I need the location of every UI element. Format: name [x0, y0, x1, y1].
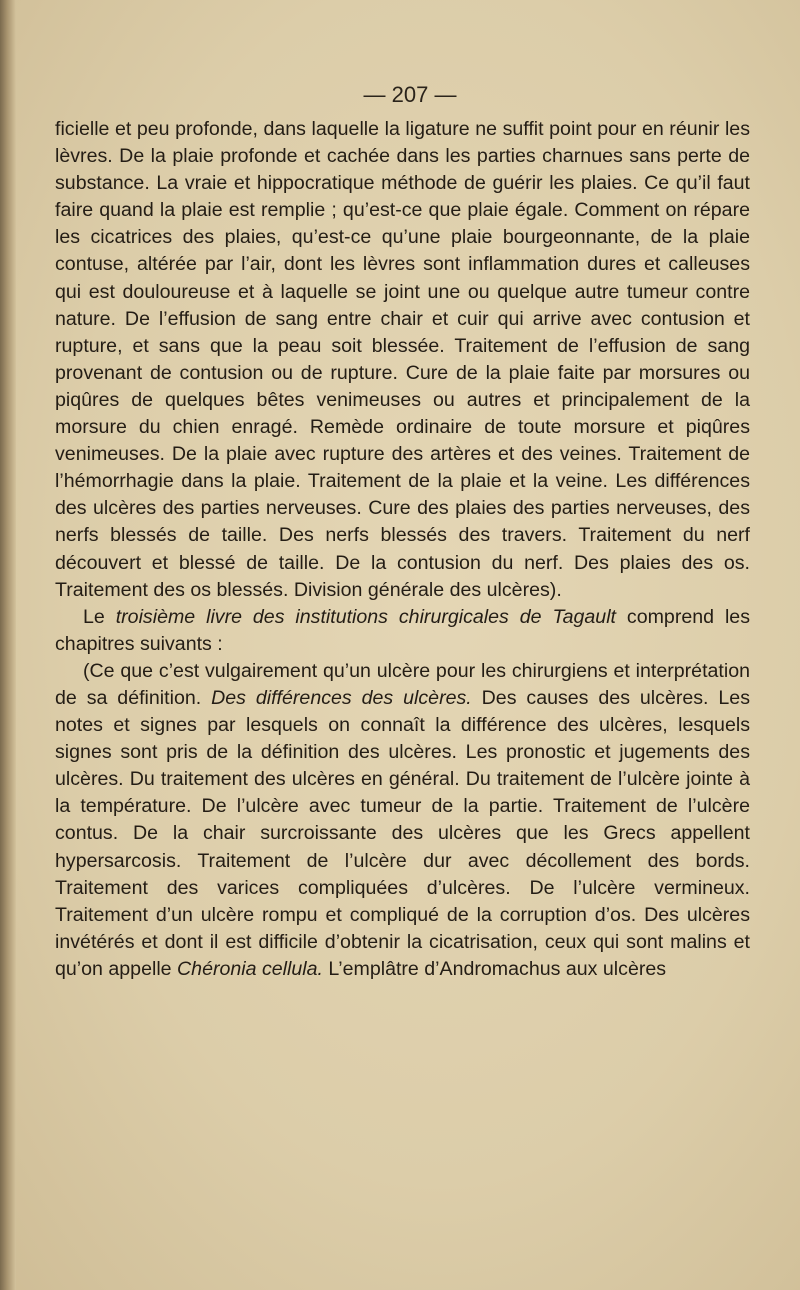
page-gutter-shadow: [0, 0, 16, 1290]
paragraph-2: [55, 604, 750, 658]
text-segment: Des causes des ulcères. Les notes et signes par lesquels on connaît la différence des ulcères, lesquels signes sont pris de la définition des ulcères. Les pronostic et jugements des ulcères. Du traitement des ulcères en général. Du traitement de l’ulcère jointe à la température. De l’ulcère avec tumeur de la partie. Traitement de l’ulcère contus. De la chair surcroissante des ulcères que les Grecs appellent hypersarcosis. Traitement de l’ulcère dur avec décollement des bords. Traitement des varices compliquées d’ulcères. De l’ulcère vermineux. Traitement d’un ulcère rompu et compliqué de la corruption d’os. Des ulcères invétérés et dont il est difficile d’obtenir la cicatrisation, ceux qui sont malins et qu’on appelle: [55, 686, 751, 980]
page-number: — 207 —: [363, 82, 457, 107]
text-segment: comprend les chapitres suivants :: [55, 605, 750, 655]
text-segment: (Ce que c’est vulgairement qu’un ulcère pour les chirurgiens et interprétation de sa définition.: [55, 659, 750, 709]
body-text: [55, 116, 750, 983]
text-segment: L’emplâtre d’Andromachus aux ulcères: [322, 957, 667, 980]
italic-heading: Des différences des ulcères.: [211, 686, 472, 709]
paragraph-1: [55, 116, 750, 604]
italic-term: Chéronia cellula.: [177, 957, 323, 980]
text-segment: Le: [83, 605, 116, 628]
paragraph-3: [55, 658, 750, 983]
text-segment: ficielle et peu profonde, dans laquelle la ligature ne suffit point pour en réunir les lèvres. De la plaie profonde et cachée dans les parties charnues sans perte de substance. La vraie et hippocratique méthode de guérir les plaies. Ce qu’il faut faire quand la plaie est remplie ; qu’est-ce que plaie égale. Comment on répare les cicatrices des plaies, qu’est-ce qu’une plaie bourgeonnante, de la plaie contuse, altérée par l’air, dont les lèvres sont inflammation dures et calleuses qui est douloureuse et à laquelle se joint une ou quelque autre tumeur contre nature. De l’effusion de sang entre chair et cuir qui arrive avec contusion et rupture, et sans que la peau soit blessée. Traitement de l’effusion de sang provenant de contusion ou de rupture. Cure de la plaie faite par morsures ou piqûres de quelques bêtes venimeuses ou autres et principalement de la morsure du chien enragé. Remède ordinaire de toute morsure et piqûres venimeuses. De la plaie avec rupture des artères et des veines. Traitement de l’hémorrhagie dans la plaie. Traitement de la plaie et la veine. Les différences des ulcères des parties nerveuses. Cure des plaies des parties nerveuses, des nerfs blessés de taille. Des nerfs blessés des travers. Traitement du nerf découvert et blessé de taille. De la contusion du nerf. Des plaies des os. Traitement des os blessés. Division générale des ulcères).: [55, 118, 750, 601]
italic-title: troisième livre des institutions chirurgicales de Tagault: [115, 605, 617, 628]
